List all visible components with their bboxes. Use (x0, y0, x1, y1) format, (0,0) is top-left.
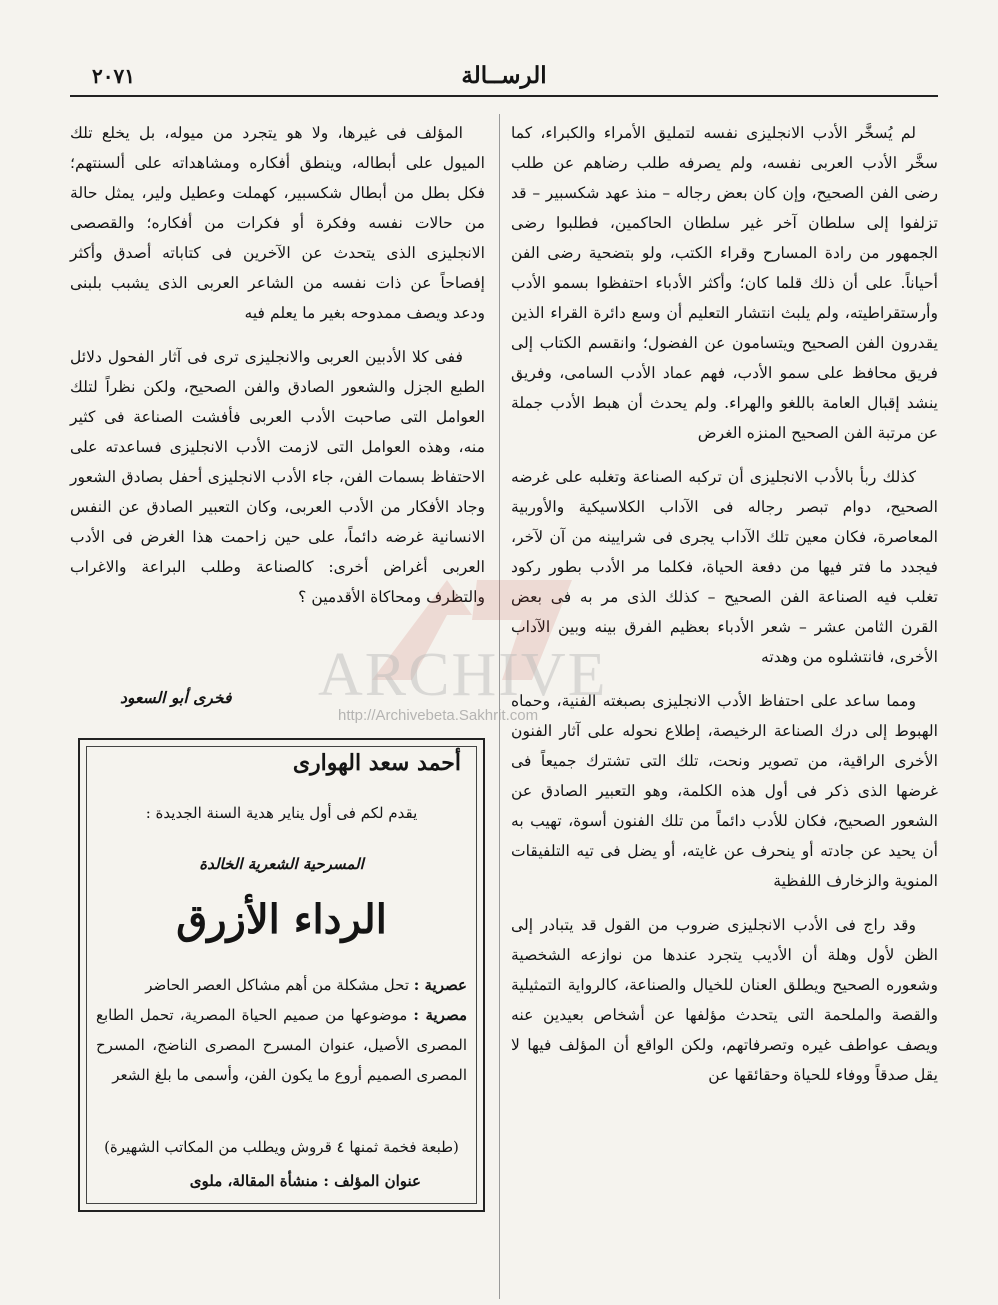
page-header (70, 62, 938, 92)
ad-feature-text: تحل مشكلة من أهم مشاكل العصر الحاضر (145, 976, 409, 994)
header-rule (70, 95, 938, 97)
ad-address: عنوان المؤلف : منشأة المقالة، ملوى (189, 1172, 421, 1190)
ad-subtitle: المسرحية الشعرية الخالدة (199, 855, 364, 873)
watermark-url: http://Archivebeta.Sakhrit.com (338, 707, 539, 724)
author-signature: فخرى أبو السعود (120, 688, 232, 707)
ad-intro: يقدم لكم فى أول يناير هدية السنة الجديدة : (145, 804, 418, 822)
paragraph: المؤلف فى غيرها، ولا هو يتجرد من ميوله، بل يخلع تلك الميول على أبطاله، وينطق أفكاره ومشاهداته على ألسنتهم؛ فكل بطل من أبطال شكسبير، كهملت وعطيل ولير، يمثل حالة من حالات نفسه وفكرة أو فكرات من أفكاره؛ والقصصى الانجليزى الذى يتحدث عن الآخرين فى كتاباته أصدق وأكثر إفصاحاً عن ذات نفسه من الشاعر العربى الذى يشبب بلبنى ودعد ويصف ممدوحه بغير ما يعلم فيه (70, 124, 485, 322)
ad-features (96, 970, 467, 1090)
ad-feature (96, 1000, 467, 1090)
ad-play-title: الرداء الأزرق (176, 896, 387, 943)
page-number: ٢٠٧١ (92, 64, 135, 88)
ad-feature-label: عصرية : (413, 976, 467, 994)
paragraph: كذلك ربأ بالأدب الانجليزى أن تركبه الصناعة وتغلبه على غرضه الصحيح، دوام تبصر رجاله فى الآداب الكلاسيكية والأوربية المعاصرة، فكان معين تلك الآداب يجرى فى شرايينه من آن لآخر، فيجدد ما فتر فيها من دفعة الحياة، فكلما مر الأدب بطور ركود تغلب فيه الصناعة الفن الصحيح – كذلك الذى مر به فى بعض القرن الثامن عشر – شعر الأدباء بعظيم الفرق بينه وبين الآداب الأخرى، فانتشلوه من وهدته (511, 468, 938, 666)
watermark-text: ARCHIVE (318, 641, 608, 709)
magazine-title: الرســالة (461, 62, 547, 89)
ad-feature-text: موضوعها من صميم الحياة المصرية، تحمل الطابع المصرى الأصيل، عنوان المسرح المصرى الناضج، المسرح المصرى الصميم أروع ما يكون الفن، وأسمى ما بلغ الشعر (96, 1006, 467, 1084)
ad-feature-label: مصرية : (413, 1006, 467, 1024)
left-column (70, 118, 485, 612)
paragraph: ومما ساعد على احتفاظ الأدب الانجليزى بصبغته الفنية، وحماه الهبوط إلى درك الصناعة الرخيصة، إطلاع نحوله على آثار الفنون الأخرى الراقية، من تصوير ونحت، تلك التى تشترك جميعاً فى غرضها الذى ذكر فى أول هذه الكلمة، وهو التعبير الصادق عن الشعور الصحيح، فكان للأدب دائماً من تلك الفنون أسوة، تهيب به أن يحيد عن جادته أو ينحرف عن غايته، أو يضل فى تيه التلفيقات المنوية والزخارف اللفظية (511, 692, 938, 890)
advertisement-box (78, 738, 485, 1212)
paragraph: ففى كلا الأدبين العربى والانجليزى ترى فى آثار الفحول دلائل الطبع الجزل والشعور الصادق والفن الصحيح، ولكن نظراً لتلك العوامل التى صاحبت الأدب العربى فأفشت الصناعة فى كثير منه، وهذه العوامل التى لازمت الأدب الانجليزى فساعدته على الاحتفاظ بسمات الفن، جاء الأدب الانجليزى أحفل بصادق الشعور وجاد الأفكار من الأدب العربى، وكان التعبير الصادق عن النفس الانسانية غرضه دائماً، على حين زاحمت هذا الغرض فى الأدب العربى أغراض أخرى: كالصناعة وطلب البراعة والاغراب والتظرف ومحاكاة الأقدمين ؟ (70, 348, 485, 606)
ad-author-name: أحمد سعد الهوارى (292, 750, 461, 776)
paragraph: لم يُسخَّر الأدب الانجليزى نفسه لتمليق الأمراء والكبراء، كما سخَّر الأدب العربى نفسه، ولم يصرفه طلب رضاهم عن طلب رضى الفن الصحيح، وإن كان بعض رجاله – منذ عهد شكسبير – قد تزلفوا إلى سلطان آخر غير سلطان الحاكمين، فطلبوا رضى الجمهور من رادة المسارح وقراء الكتب، ولو بتضحية رضى الفن أحياناً. على أن ذلك قلما كان؛ وأكثر الأدباء احتفظوا بسمو الأدب وأرستقراطيته، ولم يلبث انتشار التعليم أن وسع دائرة القراء الذين يقدرون الفن الصحيح ويتسامون عن الفضول؛ وانقسم الكتاب إلى فريق محافظ على سمو الأدب، فهم عماد الأدب السامى، وفريق ينشد إقبال العامة باللغو والهراء. ولم يحدث أن هبط الأدب جملة عن مرتبة الفن الصحيح المنزه الغرض (511, 124, 939, 442)
ad-feature (96, 970, 467, 1000)
paragraph: وقد راج فى الأدب الانجليزى ضروب من القول قد يتبادر إلى الظن لأول وهلة أن الأديب يتجرد عندها من نوازعه الشخصية وشعوره الصحيح ويطلق العنان للخيال والصناعة، كالرواية التمثيلية والقصة والملحمة التى يتحدث مؤلفها عن أشخاص بعيدين عنه ويصف عواطف غيره وتصرفاتهم، ولكن الواقع أن المؤلف فيها لا يقل صدقاً ووفاء للحياة وحقائقها عن (511, 916, 938, 1084)
ad-price: (طبعة فخمة ثمنها ٤ قروش ويطلب من المكاتب الشهيرة) (104, 1138, 459, 1156)
